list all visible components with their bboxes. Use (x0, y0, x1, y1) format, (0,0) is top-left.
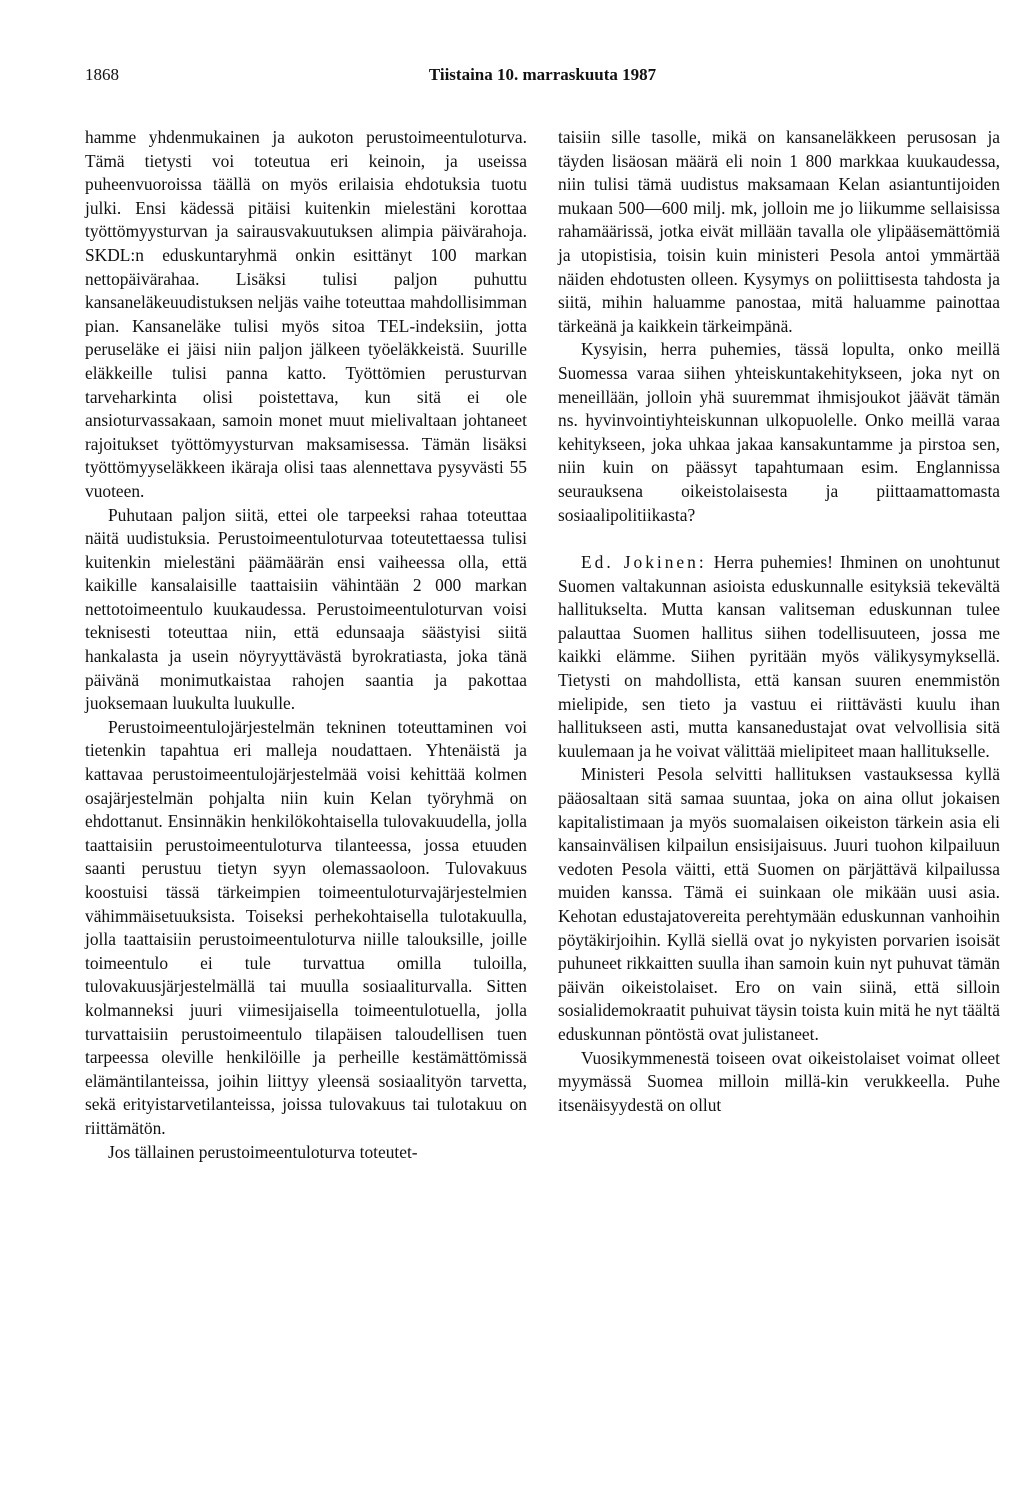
right-column (558, 126, 1000, 1426)
paragraph: taisiin sille tasolle, mikä on kansaneläkkeen perusosan ja täyden lisäosan määrä eli noin 1 800 markkaa kuukaudessa, niin tulisi tämä uudistus maksamaan Kelan asiantuntijoiden mukaan 500—600 milj. mk, jolloin me jo liikumme sellaisissa rahamäärissä, jotka eivät millään tavalla ole ylipääsemättömiä ja utopistisia, toisin kuin ministeri Pesola antoi ymmärtää näiden ehdotusten olleen. Kysymys on poliittisesta tahdosta ja siitä, mihin haluamme panostaa, mitä haluamme painottaa tärkeänä ja kaikkein tärkeimpänä. (558, 127, 1000, 336)
paragraph: Vuosikymmenestä toiseen ovat oikeistolaiset voimat olleet myymässä Suomea milloin millä-kin verukkeella. Puhe itsenäisyydestä on ollut (558, 1047, 1000, 1115)
page-number: 1868 (85, 65, 119, 84)
running-head: Tiistaina 10. marraskuuta 1987 (428, 65, 657, 84)
speaker-paragraph (558, 551, 1000, 763)
paragraph: hamme yhdenmukainen ja aukoton perustoimeentuloturva. Tämä tietysti voi toteutua eri keinoin, ja useissa puheenvuoroissa täällä on myös erilaisia ehdotuksia tuotu julki. Ensi kädessä pitäisi kuitenkin mielestäni korottaa työttömyysturvan ja sairausvakuutuksen alimpia päivärahoja. SKDL:n eduskuntaryhmä onkin esittänyt 100 markan nettopäivärahaa. Lisäksi tulisi paljon puhuttu kansaneläkeuudistuksen neljäs vaihe toteuttaa mahdollisimman pian. Kansaneläke tulisi myös sitoa TEL-indeksiin, jotta peruseläke ei jäisi niin paljon jälkeen työeläkkeistä. Suurille eläkkeille tulisi panna katto. Työttömien perusturvan tarveharkinta olisi poistettava, kun sitä ei ole ansioturvassakaan, samoin monet muut mielivaltaan johtaneet rajoitukset työttömyysturvan maksamisessa. Tämän lisäksi työttömyyseläkkeen ikäraja olisi taas alennettava pysyvästi 55 vuoteen. (85, 127, 527, 501)
paragraph: Ministeri Pesola selvitti hallituksen vastauksessa kyllä pääosaltaan sitä samaa suuntaa, joka on aina ollut jokaisen kapitalistimaan ja myös suomalaisen oikeiston tärkein asia eli kansainvälisen kilpailun ensisijaisuus. Juuri tuohon kilpailuun vedoten Pesola väitti, että Suomen on pärjättävä kilpailussa muiden kanssa. Tämä ei suinkaan ole mikään uusi asia. Kehotan edustajatovereita perehtymään eduskunnan vanhoihin pöytäkirjoihin. Kyllä siellä ovat jo nykyisten porvarien isoisät puhuneet rikkaitten suulla ihan samoin kuin nyt puhuvat tämän päivän oikeistolaiset. Ero on vain siinä, että silloin sosialidemokraatit puhuivat täysin toista kuin mitä he nyt täältä eduskunnan pöntöstä ovat julistaneet. (558, 764, 1000, 1044)
paragraph: Jos tällainen perustoimeentuloturva toteutet- (108, 1141, 418, 1162)
speech-text: Herra puhemies! Ihminen on unohtunut Suomen valtakunnan asioista eduskunnalle esityksiä tekevältä hallitukselta. Mutta kansan valitseman eduskunnan tulee palauttaa Suomen hallitus siihen todellisuuteen, jossa me kaikki elämme. Siihen pyritään myös välikysymyksellä. Tietysti on mahdollista, että kansan suuren enemmistön mielipide, sen tieto ja vastuu ei riittävästi kuulu ihan hallitukseen asti, mutta kansanedustajat ovat velvollisia sitä kuulemaan ja he voivat välittää mielipiteet maan hallitukselle. (558, 552, 1000, 761)
left-column (85, 126, 527, 1426)
paragraph: Puhutaan paljon siitä, ettei ole tarpeeksi rahaa toteuttaa näitä uudistuksia. Perustoimeentuloturvaa toteutettaessa tulisi kuitenkin mielestäni päämäärän ensi vaiheessa olla, että kaikille kansalaisille taattaisiin vähintään 2 000 markan nettotoimeentulo kuukaudessa. Perustoimeentuloturvan voisi teknisesti toteuttaa niin, että edunsaaja säästyisi siitä hankalasta ja usein nöyryyttävästä byrokratiasta, joka tänä päivänä monimutkaistaa rahojen saantia ja pakottaa juoksemaan luukulta luukulle. (85, 504, 527, 714)
text-columns (85, 126, 1000, 1426)
page-header (85, 62, 1000, 88)
spacer (558, 527, 1000, 551)
speaker-name: Ed. Jokinen: (581, 552, 707, 573)
paragraph: Perustoimeentulojärjestelmän tekninen toteuttaminen voi tietenkin tapahtua eri malleja noudattaen. Yhtenäistä ja kattavaa perustoimeentulojärjestelmää voisi kehittää kolmen osajärjestelmän pohjalta niin kuin Kelan työryhmä on ehdottanut. Ensinnäkin henkilökohtaisella tulovakuudella, jolla taattaisiin perustoimeentuloturva tilanteessa, jossa etuuden saanti perustuu tietyn syyn olemassaoloon. Tulovakuus koostuisi tässä tärkeimpien toimeentuloturvajärjestelmien vähimmäisetuuksista. Toiseksi perhekohtaisella tulotakuulla, jolla taattaisiin perustoimeentuloturva niille talouksille, joille toimeentulo ei tule turvattua omilla tuloilla, tulovakuusjärjestelmällä tai muulla sosiaaliturvalla. Sitten kolmanneksi juuri viimesijaisella toimeentulotuella, jolla turvattaisiin perustoimeentulo tilapäisen taloudellisen tuen tarpeessa oleville henkilöille ja perheille kestämättömissä elämäntilanteissa, joihin liittyy yleensä sosiaalityön tarvetta, sekä erityistarvetilanteissa, joissa tulovakuus tai tulotakuu on riittämätön. (85, 716, 527, 1138)
paragraph: Kysyisin, herra puhemies, tässä lopulta, onko meillä Suomessa varaa siihen yhteiskuntakehitykseen, joka nyt on meneillään, jolloin yhä suuremmat ihmisjoukot jäävät tämän ns. hyvinvointiyhteiskunnan ulkopuolelle. Onko meillä varaa kehitykseen, joka uhkaa jakaa kansakuntamme ja pirstoa sen, niin kuin on päässyt tapahtumaan esim. Englannissa seurauksena oikeistolaisesta ja piittaamattomasta sosiaalipolitiikasta? (558, 339, 1000, 525)
